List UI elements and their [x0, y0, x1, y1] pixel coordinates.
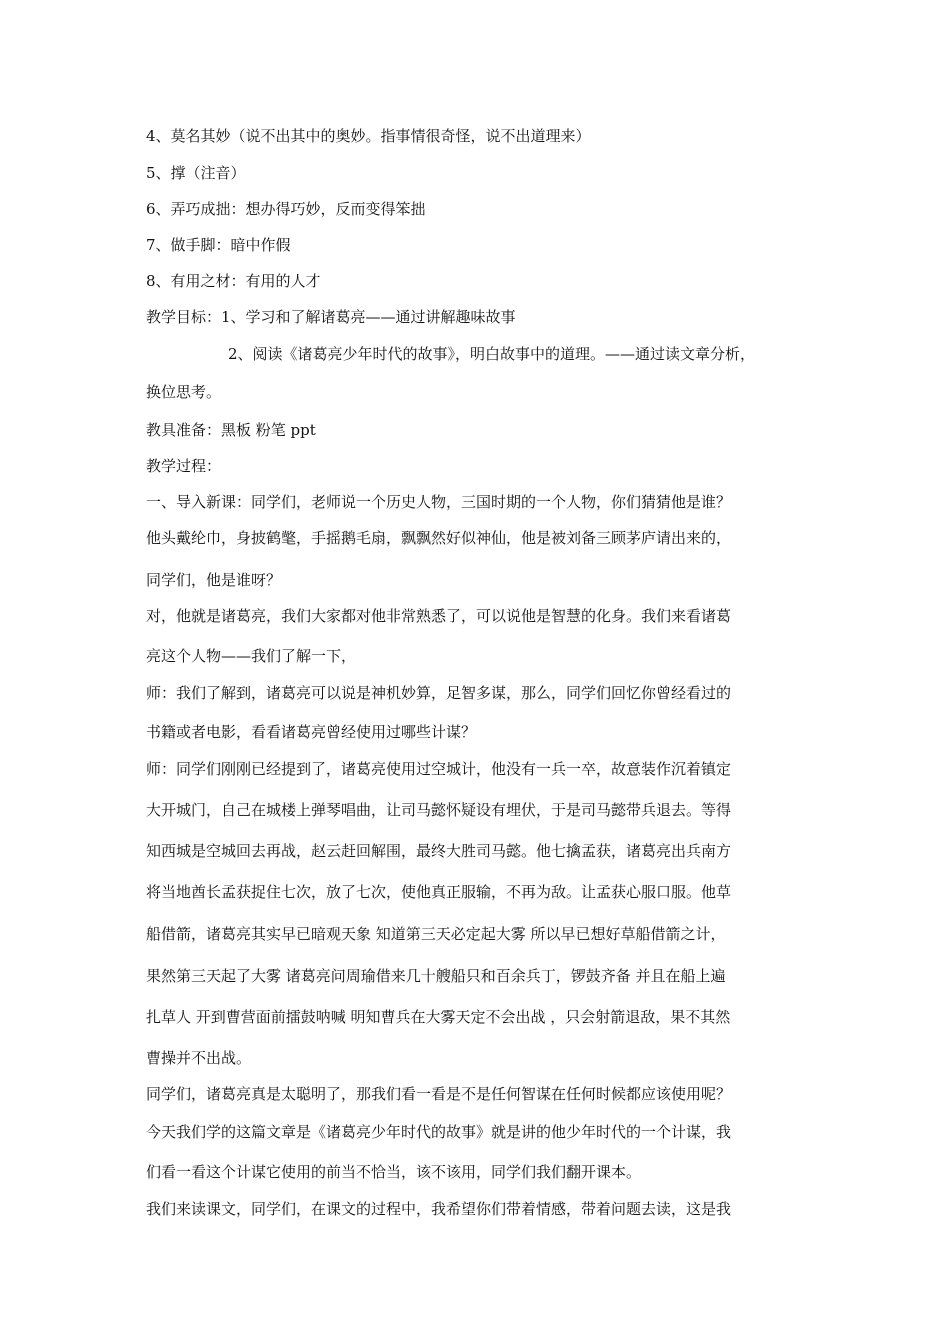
teaching-goal-2: 2、阅读《诸葛亮少年时代的故事》，明白故事中的道理。——通过读文章分析，: [228, 345, 756, 363]
paragraph-line: 亮这个人物——我们了解一下，: [146, 647, 357, 665]
teaching-process-heading: 教学过程：: [146, 457, 222, 475]
teaching-goal-2-cont: 换位思考。: [146, 383, 222, 401]
vocab-item-8: 8、有用之材：有用的人才: [146, 272, 321, 290]
paragraph-line: 他头戴纶巾，身披鹤氅，手摇鹅毛扇，飘飘然好似神仙，他是被刘备三顾茅庐请出来的，: [146, 529, 732, 547]
paragraph-line: 曹操并不出战。: [146, 1049, 252, 1067]
vocab-item-4: 4、莫名其妙（说不出其中的奥妙。指事情很奇怪，说不出道理来）: [146, 127, 591, 145]
paragraph-line: 知西城是空城回去再战，赵云赶回解围，最终大胜司马懿。他七擒孟获，诸葛亮出兵南方: [146, 842, 732, 860]
vocab-item-5: 5、撑（注音）: [146, 164, 246, 182]
paragraph-line: 书籍或者电影，看看诸葛亮曾经使用过哪些计谋？: [146, 723, 477, 741]
teaching-goal-1: 教学目标：1、学习和了解诸葛亮——通过讲解趣味故事: [146, 308, 516, 326]
paragraph-line: 我们来读课文，同学们，在课文的过程中，我希望你们带着情感，带着问题去读，这是我: [146, 1200, 732, 1218]
paragraph-line: 师：同学们刚刚已经提到了，诸葛亮使用过空城计，他没有一兵一卒，故意装作沉着镇定: [146, 760, 732, 778]
vocab-item-6: 6、弄巧成拙：想办得巧妙，反而变得笨拙: [146, 200, 426, 218]
paragraph-line: 对，他就是诸葛亮，我们大家都对他非常熟悉了，可以说他是智慧的化身。我们来看诸葛: [146, 607, 732, 625]
paragraph-line: 师：我们了解到，诸葛亮可以说是神机妙算，足智多谋，那么，同学们回忆你曾经看过的: [146, 684, 732, 702]
paragraph-line: 今天我们学的这篇文章是《诸葛亮少年时代的故事》就是讲的他少年时代的一个计谋，我: [146, 1123, 732, 1141]
paragraph-line: 将当地酋长孟获捉住七次，放了七次，使他真正服输，不再为敌。让孟获心服口服。他草: [146, 883, 732, 901]
paragraph-line: 扎草人 开到曹营面前擂鼓呐喊 明知曹兵在大雾天定不会出战 ，只会射箭退敌，果不其然: [146, 1008, 731, 1026]
paragraph-line: 同学们，诸葛亮真是太聪明了，那我们看一看是不是任何智谋在任何时候都应该使用呢？: [146, 1085, 732, 1103]
paragraph-line: 同学们，他是谁呀？: [146, 571, 282, 589]
paragraph-line: 一、导入新课：同学们，老师说一个历史人物，三国时期的一个人物，你们猜猜他是谁？: [146, 493, 732, 511]
teaching-tools: 教具准备：黑板 粉笔 ppt: [146, 421, 316, 439]
paragraph-line: 大开城门，自己在城楼上弹琴唱曲，让司马懿怀疑设有埋伏，于是司马懿带兵退去。等得: [146, 801, 732, 819]
vocab-item-7: 7、做手脚：暗中作假: [146, 236, 291, 254]
paragraph-line: 果然第三天起了大雾 诸葛亮问周瑜借来几十艘船只和百余兵丁，锣鼓齐备 并且在船上遍: [146, 967, 726, 985]
paragraph-line: 船借箭，诸葛亮其实早已暗观天象 知道第三天必定起大雾 所以早已想好草船借箭之计，: [146, 925, 726, 943]
paragraph-line: 们看一看这个计谋它使用的前当不恰当，该不该用，同学们我们翻开课本。: [146, 1163, 642, 1181]
